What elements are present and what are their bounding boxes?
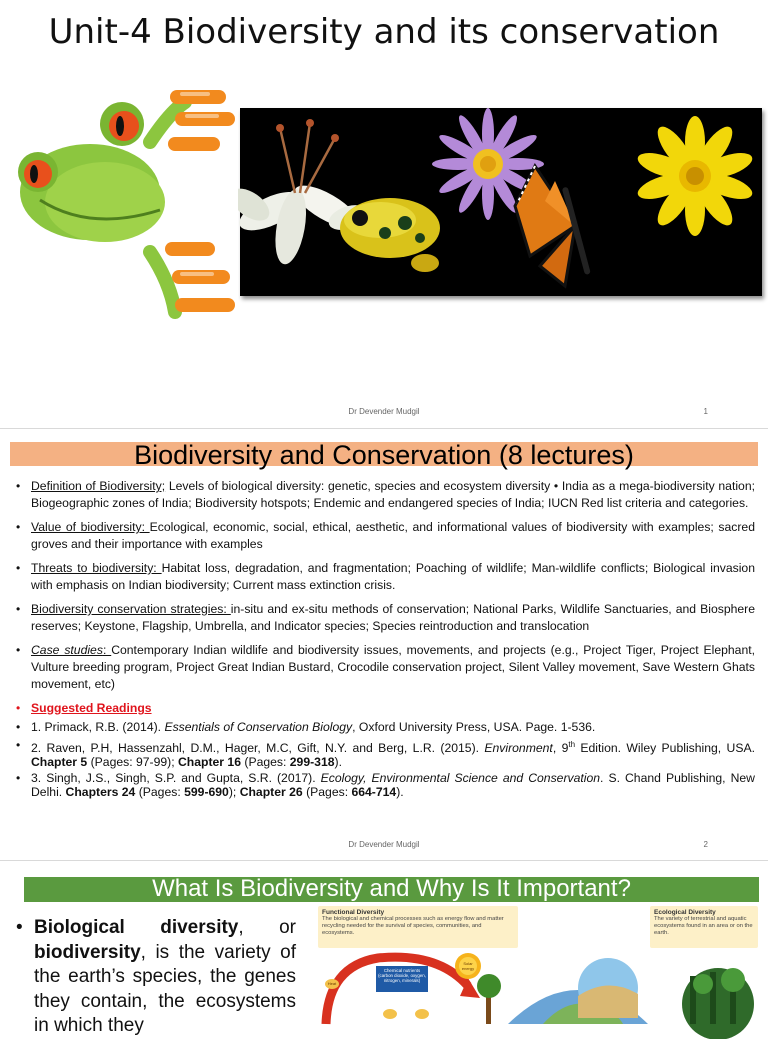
pages-ref: (Pages: (302, 785, 352, 800)
term-biological-diversity: Biological diversity (34, 917, 239, 938)
definition-text: , or (238, 917, 296, 938)
pages-ref: ); (228, 785, 240, 800)
list-item (15, 560, 755, 594)
reading-citation-tail: , Oxford University Press, USA. Page. 1-536. (352, 720, 596, 734)
slide-separator (0, 428, 768, 429)
topic-heading: Biodiversity conservation strategies: (31, 602, 231, 616)
topic-text: Contemporary Indian wildlife and biodiversity issues, movements, and projects (e.g., Project Tiger, Project Elephant, Vulture breeding program, Project Great Indian Bustard, Crocodile conservation project, Silent Valley movement, Save Western Ghats movement, etc) (31, 643, 756, 691)
slide-2-title (0, 438, 768, 472)
reading-citation: 1. Primack, R.B. (2014). (31, 720, 165, 734)
nature-photo-strip (240, 108, 762, 296)
term-biodiversity: biodiversity (34, 941, 141, 963)
topic-heading: Definition of Biodiversity; (31, 479, 166, 493)
biodiversity-definition-bullet (16, 916, 296, 1039)
slide-1 (0, 0, 768, 425)
slide-3 (0, 868, 768, 1036)
reading-citation-tail: . S. Chand Publishing, New Delhi. (31, 771, 755, 800)
reading-citation: 2. Raven, P.H, Hassenzahl, D.M., Hager, M.C, Gift, N.Y. and Berg, L.R. (2015). (31, 741, 485, 756)
reading-title: Environment (484, 741, 553, 756)
functional-diversity-text: The biological and chemical processes such as energy flow and matter recycling needed for the survival of species, communities, and ecosystems. (322, 916, 504, 936)
slide-1-footer-page-number: 1 (703, 407, 708, 416)
reading-citation: 3. Singh, J.S., Singh, S.P. and Gupta, S.R. (2017). (31, 771, 321, 786)
chapter-ref: Chapter 5 (31, 755, 88, 770)
topic-heading: Value of biodiversity: (31, 520, 150, 534)
topic-text: Habitat loss, degradation, and fragmentation; Poaching of wildlife; Man-wildlife conflicts; Biological invasion with emphasis on Indian biodiversity; Current mass extinction crisis. (31, 561, 755, 592)
list-item (15, 719, 755, 736)
slide-2-footer-author: Dr Devender Mudgil (348, 840, 420, 849)
reading-title: Essentials of Conservation Biology (164, 720, 353, 734)
list-item (15, 478, 755, 512)
pages-ref: (Pages: 97-99); (87, 755, 178, 770)
definition-text: , is the variety of the earth’s species, the genes they contain, the ecosystems in which they (34, 941, 296, 1036)
slide-3-title: What Is Biodiversity and Why Is It Important? (152, 875, 631, 902)
nutrients-label: Chemical nutrients (carbon dioxide, oxygen, nitrogen, minerals) (378, 968, 426, 983)
slide-2-title-suffix: (8 lectures) (498, 440, 634, 470)
diagram-illustration (318, 906, 760, 1024)
ecological-diversity-title: Ecological Diversity (654, 909, 716, 916)
chapter-ref: Chapters 24 (65, 785, 136, 800)
ecological-diversity-text: The variety of terrestrial and aquatic ecosystems found in an area or on the earth. (654, 916, 753, 936)
biodiversity-diagram (318, 906, 760, 1024)
reading-title: Ecology, Environmental Science and Conservation (320, 771, 601, 786)
topic-heading-suffix: : (102, 643, 112, 657)
pages-bold: 664-714 (351, 785, 397, 800)
pages-ref: ). (334, 755, 342, 770)
chapter-ref: Chapter 16 (178, 755, 241, 770)
functional-diversity-title: Functional Diversity (322, 909, 385, 916)
slide-2 (0, 434, 768, 854)
chapter-ref: Chapter 26 (239, 785, 303, 800)
topic-text: Ecological, economic, social, ethical, aesthetic, and informational values of biodiversity with examples; sacred groves and their importance with examples (31, 520, 755, 551)
slide-1-footer-author: Dr Devender Mudgil (348, 407, 420, 416)
list-item (15, 738, 755, 769)
slide-1-title: Unit-4 Biodiversity and its conservation (48, 12, 720, 52)
list-item (15, 700, 755, 717)
solar-energy-label: Solar energy (461, 961, 475, 971)
heat-label: Heat (327, 981, 337, 986)
list-item (15, 519, 755, 553)
list-item (15, 601, 755, 635)
syllabus-topic-list (15, 478, 755, 801)
cartoon-frog-graphic (10, 82, 250, 330)
list-item (15, 771, 755, 799)
pages-ref: (Pages: (241, 755, 290, 770)
topic-text: in-situ and ex-situ methods of conservation; National Parks, Wildlife Sanctuaries, and Biosphere reserves; Keystone, Flagship, Umbrella, and Indicator species; Species reintroduction and translocation (31, 602, 755, 633)
nature-photo-illustration (240, 108, 762, 296)
list-item (15, 642, 755, 693)
pages-ref: ). (396, 785, 404, 800)
pages-ref: (Pages: (135, 785, 185, 800)
slide-2-title-main: Biodiversity and Conservation (134, 440, 492, 470)
pages-bold: 599-690 (184, 785, 229, 800)
frog-peeking-illustration (10, 82, 250, 330)
pages-bold: 299-318 (289, 755, 335, 770)
edition-superscript: th (568, 740, 576, 749)
reading-citation-tail: Edition. Wiley Publishing, USA. (575, 741, 755, 756)
slide-2-footer-page-number: 2 (703, 840, 708, 849)
topic-heading: Case studies (31, 643, 103, 657)
topic-text: Levels of biological diversity: genetic, species and ecosystem diversity • India as a mega-biodiversity nation; Biogeographic zones of India; Biodiversity hotspots; Endemic and endangered species of India; IUCN Red list criteria and categories. (31, 479, 755, 510)
topic-heading: Threats to biodiversity: (31, 561, 162, 575)
slide-separator (0, 860, 768, 861)
suggested-readings-heading: Suggested Readings (31, 701, 152, 715)
reading-citation-tail: , 9 (552, 741, 569, 756)
